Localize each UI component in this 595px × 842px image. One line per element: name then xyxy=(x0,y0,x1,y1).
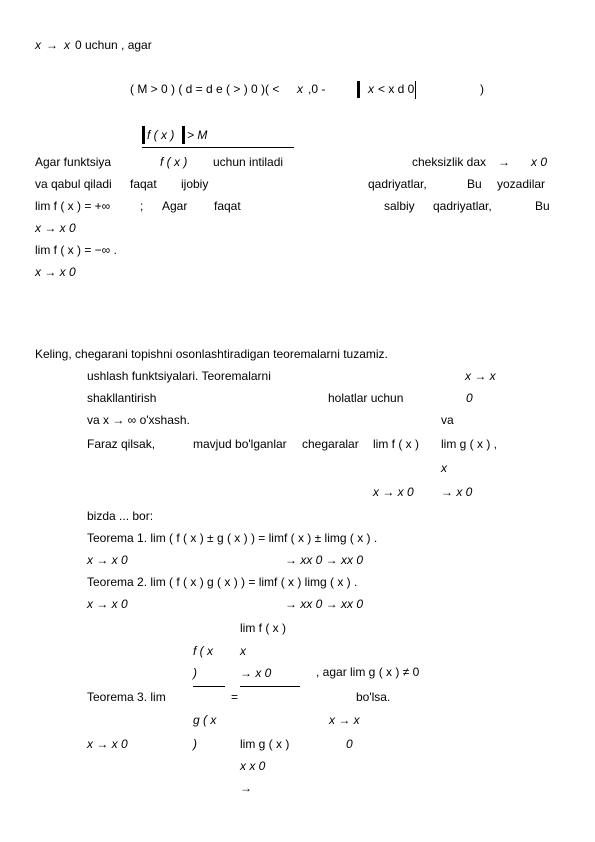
text-qadriyatlar: qadriyatlar, xyxy=(433,199,492,213)
text-x0: x 0 xyxy=(531,155,548,169)
text-x-to-x0: x → x 0 xyxy=(35,265,76,279)
text-lim-f-num: lim f ( x ) xyxy=(240,621,286,635)
text-chegaralar: chegaralar xyxy=(302,437,359,451)
text-arrow-x0: → x 0 xyxy=(240,666,272,680)
text-faraz: Faraz qilsak, xyxy=(87,437,156,451)
text-f-x: f ( x ) xyxy=(147,128,175,142)
text-equals: = xyxy=(231,690,239,704)
text-close-paren: ) xyxy=(480,82,484,96)
text-va-x-inf: va x → ∞ o'xshash. xyxy=(87,413,190,427)
text-uchun-intiladi: uchun intiladi xyxy=(213,155,284,169)
text-f-x: f ( x ) xyxy=(160,155,188,169)
text-x-to-x0: x → x 0 xyxy=(35,221,76,235)
abs-bar-left xyxy=(142,126,145,144)
rule-line xyxy=(142,147,294,148)
text-subscript-0: 0 xyxy=(346,737,353,751)
text-keling: Keling, chegarani topishni osonlashtiradigan teoremalarni tuzamiz. xyxy=(35,347,388,361)
text-arrow: → xyxy=(498,155,510,169)
text-va-qabul: va qabul qiladi xyxy=(35,177,112,191)
text-cheksizlik: cheksizlik dax xyxy=(412,155,487,169)
text-greater-M: > M xyxy=(187,128,208,142)
text-ijobiy: ijobiy xyxy=(181,177,209,191)
text-x: x xyxy=(297,82,303,96)
text-salbiy: salbiy xyxy=(384,199,415,213)
text-x: x xyxy=(35,38,41,52)
text-sub-limits: → xx 0 → xx 0 xyxy=(285,597,364,611)
text-condition: ( M > 0 ) ( d = d e ( > ) 0 )( < xyxy=(130,82,280,96)
text-x-to-x: x → x xyxy=(329,713,360,727)
text-x: x xyxy=(441,461,447,475)
text-teorema-3: Teorema 3. lim xyxy=(87,690,166,704)
abs-bar-right xyxy=(182,126,185,144)
text-x-to-x0: x → x 0 xyxy=(87,737,128,751)
text-bolsa: bo'lsa. xyxy=(356,690,391,704)
text-arrow-x0: → x 0 xyxy=(441,485,473,499)
text-shakllantirish: shakllantirish xyxy=(87,391,157,405)
text-x-x0: x x 0 xyxy=(240,759,266,773)
text-lim-plus-inf: lim f ( x ) = +∞ xyxy=(35,199,111,213)
text-x-to-x0: x → x 0 xyxy=(87,553,128,567)
text-paren: ) xyxy=(193,737,197,751)
text-paren: ) xyxy=(193,666,197,680)
text-lim-minus-inf: lim f ( x ) = −∞ . xyxy=(35,243,117,257)
text-bu: Bu xyxy=(467,177,482,191)
text-arrow: → xyxy=(240,781,252,795)
text-less-d: < x d 0 xyxy=(378,82,415,96)
text-lim-f: lim f ( x ) xyxy=(373,437,419,451)
text-x-to-x0: x → x 0 xyxy=(373,485,414,499)
text-faqat: faqat xyxy=(214,199,241,213)
text-x-to-x0: x → x 0 xyxy=(87,597,128,611)
text-x-to-x: x → x xyxy=(465,369,496,383)
text-semicolon: ; xyxy=(140,199,144,213)
text-va: va xyxy=(441,413,454,427)
text-bizda: bizda ... bor: xyxy=(87,509,154,523)
text-qadriyatlar: qadriyatlar, xyxy=(368,177,427,191)
text-agar: Agar xyxy=(162,199,188,213)
text-agar-funktsiya: Agar funktsiya xyxy=(35,155,112,169)
fraction-bar xyxy=(240,686,300,687)
text-mavjud: mavjud bo'lganlar xyxy=(193,437,287,451)
text-x: x xyxy=(240,644,246,658)
text-faqat: faqat xyxy=(130,177,157,191)
text-teorema-1: Teorema 1. lim ( f ( x ) ± g ( x ) ) = limf ( x ) ± limg ( x ) . xyxy=(87,531,378,545)
text-sub-limits: → xx 0 → xx 0 xyxy=(285,553,364,567)
text-bu: Bu xyxy=(535,199,550,213)
text-lim-g: lim g ( x ) , xyxy=(441,437,497,451)
fraction-bar xyxy=(193,686,225,687)
text-x: x xyxy=(64,38,70,52)
text-teorema-2: Teorema 2. lim ( f ( x ) g ( x ) ) = limf ( x ) limg ( x ) . xyxy=(87,575,358,589)
abs-bar-left xyxy=(357,81,360,98)
text-g-den: g ( x xyxy=(193,713,217,727)
text-yozadilar: yozadilar xyxy=(497,177,546,191)
text-condition-tail: ,0 - xyxy=(308,82,326,96)
abs-bar-right xyxy=(415,81,416,99)
text-x: x xyxy=(368,82,374,96)
text-agar-lim-g: , agar lim g ( x ) ≠ 0 xyxy=(316,665,420,679)
text-holatlar: holatlar uchun xyxy=(328,391,404,405)
text-f-num: f ( x xyxy=(193,644,213,658)
text-ushlash: ushlash funktsiyalari. Teoremalarni xyxy=(87,369,271,383)
text-lim-g-den: lim g ( x ) xyxy=(240,737,290,751)
text-arrow: → xyxy=(46,38,58,52)
text-uchun-agar: 0 uchun , agar xyxy=(75,38,152,52)
text-subscript-0: 0 xyxy=(466,391,473,405)
